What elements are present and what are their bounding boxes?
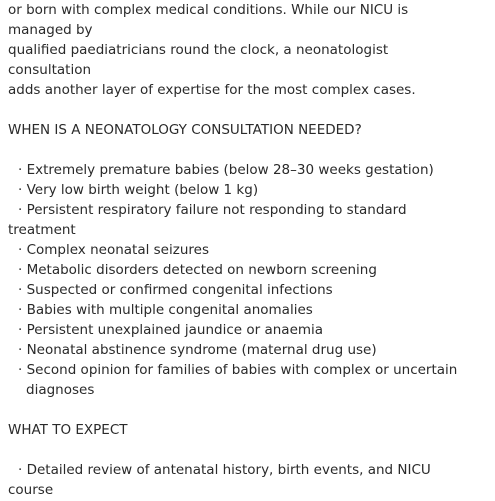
list-item: · Babies with multiple congenital anomalies xyxy=(18,302,313,318)
list-item: · Persistent unexplained jaundice or anaemia xyxy=(18,322,324,338)
section-heading-when: WHEN IS A NEONATOLOGY CONSULTATION NEEDED? xyxy=(8,122,362,138)
list-item: · Detailed review of antenatal history, birth events, and NICU xyxy=(18,462,431,478)
intro-paragraph xyxy=(8,0,491,100)
spacer xyxy=(8,140,491,160)
spacer xyxy=(8,400,491,420)
intro-line: consultation xyxy=(8,62,92,78)
list-item: · Suspected or confirmed congenital infections xyxy=(18,282,333,298)
list-item-continuation: course xyxy=(8,482,54,498)
list-item: · Very low birth weight (below 1 kg) xyxy=(18,182,259,198)
expect-list xyxy=(8,460,491,500)
list-item: · Second opinion for families of babies with complex or uncertain xyxy=(18,362,458,378)
when-list xyxy=(8,160,491,400)
section-heading-expect: WHAT TO EXPECT xyxy=(8,422,128,438)
intro-line: or born with complex medical conditions. While our NICU is xyxy=(8,2,409,18)
spacer xyxy=(8,440,491,460)
intro-line: qualified paediatricians round the clock, a neonatologist xyxy=(8,42,389,58)
list-item: · Persistent respiratory failure not responding to standard xyxy=(18,202,407,218)
spacer xyxy=(8,100,491,120)
list-item-continuation: diagnoses xyxy=(26,382,95,398)
document-body xyxy=(8,0,491,501)
list-item-continuation: treatment xyxy=(8,222,76,238)
list-item: · Neonatal abstinence syndrome (maternal drug use) xyxy=(18,342,377,358)
intro-line: adds another layer of expertise for the most complex cases. xyxy=(8,82,416,98)
intro-line: managed by xyxy=(8,22,93,38)
list-item: · Extremely premature babies (below 28–30 weeks gestation) xyxy=(18,162,434,178)
list-item: · Complex neonatal seizures xyxy=(18,242,209,258)
list-item: · Metabolic disorders detected on newborn screening xyxy=(18,262,377,278)
